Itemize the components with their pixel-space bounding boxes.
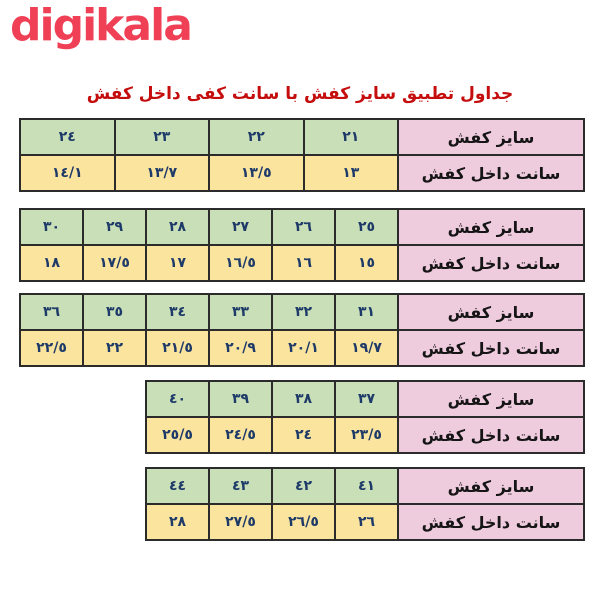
shoe-size-cell: ٣٧ xyxy=(335,381,398,417)
table-row xyxy=(146,381,584,417)
table-row xyxy=(20,119,584,155)
shoe-size-cell: ٤٣ xyxy=(209,468,272,504)
digikala-logo: digikala xyxy=(10,0,191,51)
insole-cm-row-label: سانت داخل کفش xyxy=(398,504,584,540)
insole-cm-cell: ١٨ xyxy=(20,245,83,281)
size-table-1 xyxy=(19,118,585,192)
shoe-size-cell: ٢١ xyxy=(304,119,399,155)
shoe-size-cell: ٢٥ xyxy=(335,209,398,245)
insole-cm-cell: ١٤/١ xyxy=(20,155,115,191)
size-table-2 xyxy=(19,208,585,282)
shoe-size-cell: ٣٠ xyxy=(20,209,83,245)
shoe-size-cell: ٤٤ xyxy=(146,468,209,504)
shoe-size-cell: ٤٠ xyxy=(146,381,209,417)
insole-cm-cell: ٢٤ xyxy=(272,417,335,453)
insole-cm-cell: ٢٦/٥ xyxy=(272,504,335,540)
table-row xyxy=(20,209,584,245)
insole-cm-cell: ١٣/٧ xyxy=(115,155,210,191)
table-row xyxy=(146,417,584,453)
size-table-4 xyxy=(145,380,585,454)
table-row xyxy=(20,294,584,330)
insole-cm-cell: ١٣/٥ xyxy=(209,155,304,191)
shoe-size-cell: ٢٤ xyxy=(20,119,115,155)
insole-cm-cell: ٢٠/١ xyxy=(272,330,335,366)
table-row xyxy=(20,330,584,366)
shoe-size-cell: ٢٢ xyxy=(209,119,304,155)
size-table-5 xyxy=(145,467,585,541)
shoe-size-row-label: سایز کفش xyxy=(398,294,584,330)
shoe-size-cell: ٢٣ xyxy=(115,119,210,155)
shoe-size-cell: ٣٥ xyxy=(83,294,146,330)
insole-cm-cell: ١٧/٥ xyxy=(83,245,146,281)
insole-cm-cell: ٢٠/٩ xyxy=(209,330,272,366)
insole-cm-cell: ٢١/٥ xyxy=(146,330,209,366)
table-row xyxy=(20,245,584,281)
shoe-size-cell: ٣٢ xyxy=(272,294,335,330)
shoe-size-row-label: سایز کفش xyxy=(398,119,584,155)
shoe-size-cell: ٣١ xyxy=(335,294,398,330)
insole-cm-cell: ٢٧/٥ xyxy=(209,504,272,540)
size-table-3 xyxy=(19,293,585,367)
insole-cm-row-label: سانت داخل کفش xyxy=(398,245,584,281)
shoe-size-cell: ٤٢ xyxy=(272,468,335,504)
shoe-size-cell: ٤١ xyxy=(335,468,398,504)
insole-cm-row-label: سانت داخل کفش xyxy=(398,417,584,453)
insole-cm-cell: ٢٤/٥ xyxy=(209,417,272,453)
shoe-size-cell: ٢٩ xyxy=(83,209,146,245)
insole-cm-cell: ١٥ xyxy=(335,245,398,281)
table-row xyxy=(20,155,584,191)
shoe-size-cell: ٢٨ xyxy=(146,209,209,245)
insole-cm-cell: ١٧ xyxy=(146,245,209,281)
size-chart-title: جداول تطبیق سایز کفش با سانت کفی داخل کفش xyxy=(86,84,514,104)
insole-cm-cell: ٢٨ xyxy=(146,504,209,540)
insole-cm-cell: ١٦ xyxy=(272,245,335,281)
insole-cm-row-label: سانت داخل کفش xyxy=(398,330,584,366)
shoe-size-cell: ٢٧ xyxy=(209,209,272,245)
table-row xyxy=(146,468,584,504)
shoe-size-cell: ٣٤ xyxy=(146,294,209,330)
insole-cm-cell: ٢٣/٥ xyxy=(335,417,398,453)
insole-cm-cell: ١٦/٥ xyxy=(209,245,272,281)
insole-cm-cell: ٢٢/٥ xyxy=(20,330,83,366)
shoe-size-cell: ٣٩ xyxy=(209,381,272,417)
shoe-size-cell: ٣٨ xyxy=(272,381,335,417)
insole-cm-cell: ١٩/٧ xyxy=(335,330,398,366)
insole-cm-cell: ١٣ xyxy=(304,155,399,191)
insole-cm-cell: ٢٦ xyxy=(335,504,398,540)
shoe-size-cell: ٣٦ xyxy=(20,294,83,330)
shoe-size-row-label: سایز کفش xyxy=(398,209,584,245)
shoe-size-row-label: سایز کفش xyxy=(398,381,584,417)
shoe-size-row-label: سایز کفش xyxy=(398,468,584,504)
insole-cm-cell: ٢٥/٥ xyxy=(146,417,209,453)
shoe-size-cell: ٣٣ xyxy=(209,294,272,330)
table-row xyxy=(146,504,584,540)
insole-cm-cell: ٢٢ xyxy=(83,330,146,366)
shoe-size-cell: ٢٦ xyxy=(272,209,335,245)
insole-cm-row-label: سانت داخل کفش xyxy=(398,155,584,191)
